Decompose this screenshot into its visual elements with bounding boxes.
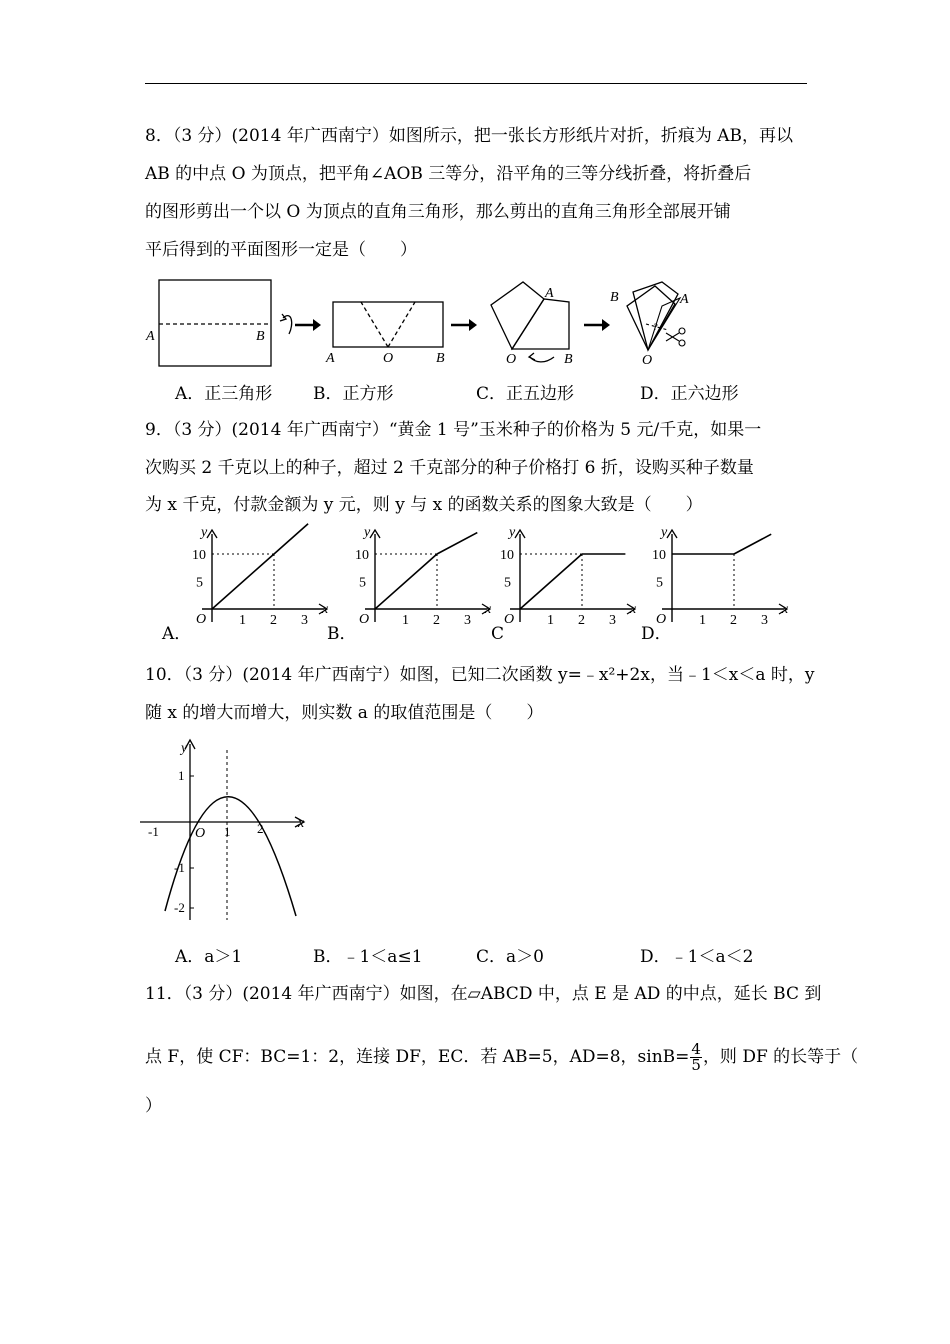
q9-graph-b-x-label: x <box>485 602 492 617</box>
q9-graph-d-y-label: y <box>661 525 668 540</box>
q10-ytick-neg1: -1 <box>174 860 185 875</box>
q10-xtick-1: 1 <box>224 824 231 839</box>
q8-option-b: B．正方形 <box>313 384 394 404</box>
q9-graph-c-y-label: y <box>509 525 516 540</box>
q8-option-a: A．正三角形 <box>175 384 273 404</box>
q9-graph-a-y-label: y <box>201 525 208 540</box>
q10-option-c: C．a＞0 <box>476 947 544 967</box>
q9-graph-a <box>172 526 337 626</box>
q8-line-3: 的图形剪出一个以 O 为顶点的直角三角形，那么剪出的直角三角形全部展开铺 <box>145 202 731 222</box>
q9-graph-c-xtick-1: 1 <box>547 613 554 628</box>
q9-line-2: 次购买 2 千克以上的种子，超过 2 千克部分的种子价格打 6 折，设购买种子数量 <box>145 458 754 478</box>
q9-graph-b-origin: O <box>359 612 370 627</box>
header-rule <box>145 83 807 84</box>
q9-graph-b <box>335 526 500 626</box>
q9-line-1: 9．（3 分）(2014 年广西南宁）“黄金 1 号”玉米种子的价格为 5 元/千克，如果一 <box>145 420 762 440</box>
q9-graph-c <box>480 526 645 626</box>
q11-line-3: ） <box>145 1096 162 1116</box>
q9-graph-d-ytick-5: 5 <box>656 575 663 591</box>
q11-line-2-text: 点 F，使 CF：BC=1：2，连接 DF，EC．若 AB=5，AD=8，sinB= <box>145 1047 690 1067</box>
q11-line-1: 11．（3 分）(2014 年广西南宁）如图，在▱ABCD 中，点 E 是 AD 的中点，延长 BC 到 <box>145 984 822 1004</box>
q8-option-d: D．正六边形 <box>640 384 739 404</box>
svg-text:?: ? <box>653 322 658 332</box>
q8-line-2: AB 的中点 O 为顶点，把平角∠AOB 三等分，沿平角的三等分线折叠，将折叠后 <box>145 164 752 184</box>
q8-fig3-label-b: B <box>564 352 573 367</box>
q9-graph-c-ytick-10: 10 <box>500 548 514 563</box>
q9-option-b: B． <box>327 624 357 644</box>
q9-graph-b-xtick-2: 2 <box>433 613 440 628</box>
q9-graph-b-xtick-3: 3 <box>464 613 471 628</box>
scissors-icon <box>666 328 685 346</box>
q11-fraction-denominator: 5 <box>691 1056 701 1074</box>
q8-fig1-label-b: B <box>256 329 265 344</box>
q8-fig3-label-a: A <box>545 286 554 301</box>
q9-graph-a-xtick-1: 1 <box>239 613 246 628</box>
q10-ytick-neg2: -2 <box>174 900 185 915</box>
q10-ytick-1: 1 <box>178 768 185 783</box>
q11-line-2-tail: ，则 DF 的长等于（ <box>702 1047 859 1067</box>
q9-graph-c-xtick-3: 3 <box>609 613 616 628</box>
q10-y-axis-label: y <box>181 741 188 756</box>
q8-fig4-label-o: O <box>642 353 653 368</box>
q11-fraction <box>690 1042 702 1073</box>
q8-folding-figure <box>140 272 700 372</box>
q8-fig2-label-b: B <box>436 351 445 366</box>
q10-option-a: A．a＞1 <box>175 947 243 967</box>
q8-fig3-label-o: O <box>506 352 517 367</box>
q8-line-1: 8．（3 分）(2014 年广西南宁）如图所示，把一张长方形纸片对折，折痕为 AB，再以 <box>145 126 794 146</box>
q10-option-d: D．﹣1＜a＜2 <box>640 947 754 967</box>
q9-graph-c-origin: O <box>504 612 515 627</box>
q10-line-2: 随 x 的增大而增大，则实数 a 的取值范围是（ ） <box>145 703 544 723</box>
q10-origin-label: O <box>195 826 206 841</box>
q9-option-d: D． <box>641 624 672 644</box>
q9-option-c: C <box>491 624 505 644</box>
q9-graph-b-xtick-1: 1 <box>402 613 409 628</box>
q9-graph-c-xtick-2: 2 <box>578 613 585 628</box>
q10-option-b: B．﹣1＜a≤1 <box>313 947 423 967</box>
q9-graph-a-ytick-10: 10 <box>192 548 206 563</box>
q10-xtick-2: 2 <box>257 821 264 836</box>
q9-line-3: 为 x 千克，付款金额为 y 元，则 y 与 x 的函数关系的图象大致是（ ） <box>145 495 703 515</box>
q8-fig4-label-b: B <box>610 290 619 305</box>
q9-graph-b-ytick-10: 10 <box>355 548 369 563</box>
q9-graph-d-ytick-10: 10 <box>652 548 666 563</box>
q9-graph-d-x-label: x <box>782 602 789 617</box>
q9-graph-b-ytick-5: 5 <box>359 575 366 591</box>
q9-graph-a-xtick-3: 3 <box>301 613 308 628</box>
q9-graph-c-x-label: x <box>630 602 637 617</box>
q10-line-1: 10．（3 分）(2014 年广西南宁）如图，已知二次函数 y=﹣x²+2x，当﹣1＜x＜a 时，y <box>145 665 815 685</box>
q9-graph-a-origin: O <box>196 612 207 627</box>
q8-fig2-label-o: O <box>383 351 394 366</box>
q11-fraction-numerator: 4 <box>691 1040 701 1058</box>
q9-graph-a-xtick-2: 2 <box>270 613 277 628</box>
q10-xtick-neg1: -1 <box>148 824 159 839</box>
q8-fig4-label-a: A <box>680 292 689 307</box>
q9-option-a: A． <box>162 624 192 644</box>
q8-line-4: 平后得到的平面图形一定是（ ） <box>145 240 417 260</box>
q10-x-axis-label: x <box>298 816 305 831</box>
q10-parabola-graph <box>140 738 320 923</box>
q11-line-2 <box>145 1039 858 1075</box>
q9-graph-b-y-label: y <box>364 525 371 540</box>
q9-graph-a-ytick-5: 5 <box>196 575 203 591</box>
q9-graph-d <box>632 526 797 626</box>
q8-fig2-label-a: A <box>326 351 335 366</box>
q9-graph-d-xtick-2: 2 <box>730 613 737 628</box>
q9-graph-d-xtick-1: 1 <box>699 613 706 628</box>
q8-fig1-label-a: A <box>146 329 155 344</box>
q9-graph-d-xtick-3: 3 <box>761 613 768 628</box>
q8-option-c: C．正五边形 <box>476 384 575 404</box>
q9-graph-a-x-label: x <box>322 602 329 617</box>
q9-graph-c-ytick-5: 5 <box>504 575 511 591</box>
q9-graph-d-origin: O <box>656 612 667 627</box>
